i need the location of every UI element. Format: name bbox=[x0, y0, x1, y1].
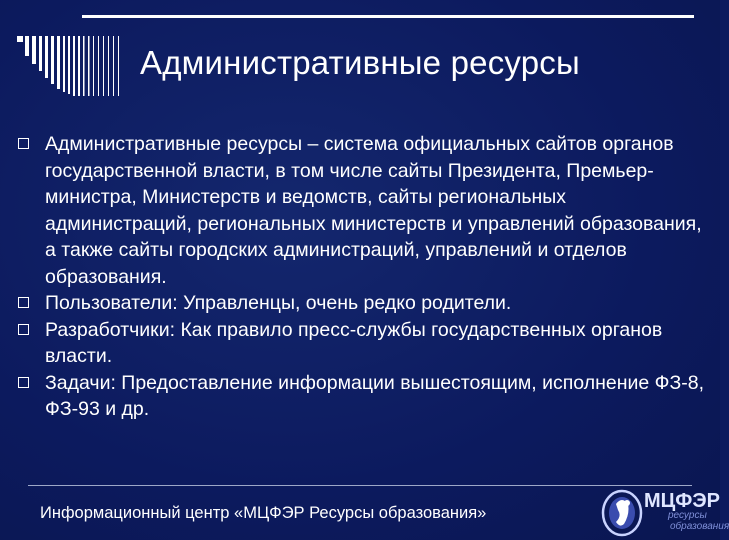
slide-title: Административные ресурсы bbox=[140, 44, 580, 81]
bullet-item bbox=[18, 317, 708, 370]
decorative-stripes bbox=[17, 36, 137, 96]
bullet-text: Задачи: Предоставление информации вышестоящим, исполнение ФЗ-8, ФЗ-93 и др. bbox=[45, 371, 704, 420]
mcfer-logo bbox=[600, 488, 729, 540]
bottom-rule bbox=[28, 485, 692, 486]
bullet-text: Разработчики: Как правило пресс-службы государственных органов власти. bbox=[45, 318, 663, 367]
footer-caption: Информационный центр «МЦФЭР Ресурсы образования» bbox=[40, 504, 487, 522]
bullet-list bbox=[18, 131, 708, 423]
square-bullet-icon bbox=[18, 138, 29, 149]
logo-emblem-icon bbox=[600, 488, 644, 538]
square-bullet-icon bbox=[18, 324, 29, 335]
bullet-text: Административные ресурсы – система официальных сайтов органов государственной власти, в том числе сайты Президента, Премьер-министра, Министерств и ведомств, сайты региональных администраций, региональных министерств и управлений образования, а также сайты городских администраций, управлений и отделов образования. bbox=[45, 133, 702, 288]
logo-subtitle: образования bbox=[670, 521, 729, 532]
logo-name: МЦФЭР bbox=[644, 490, 720, 512]
square-bullet-icon bbox=[18, 297, 29, 308]
bullet-item bbox=[18, 290, 708, 317]
top-rule bbox=[82, 15, 694, 18]
bullet-text: Пользователи: Управленцы, очень редко родители. bbox=[45, 292, 512, 314]
square-bullet-icon bbox=[18, 377, 29, 388]
bullet-item bbox=[18, 131, 708, 290]
logo-subtitle: ресурсы bbox=[668, 510, 707, 521]
bullet-item bbox=[18, 370, 708, 423]
